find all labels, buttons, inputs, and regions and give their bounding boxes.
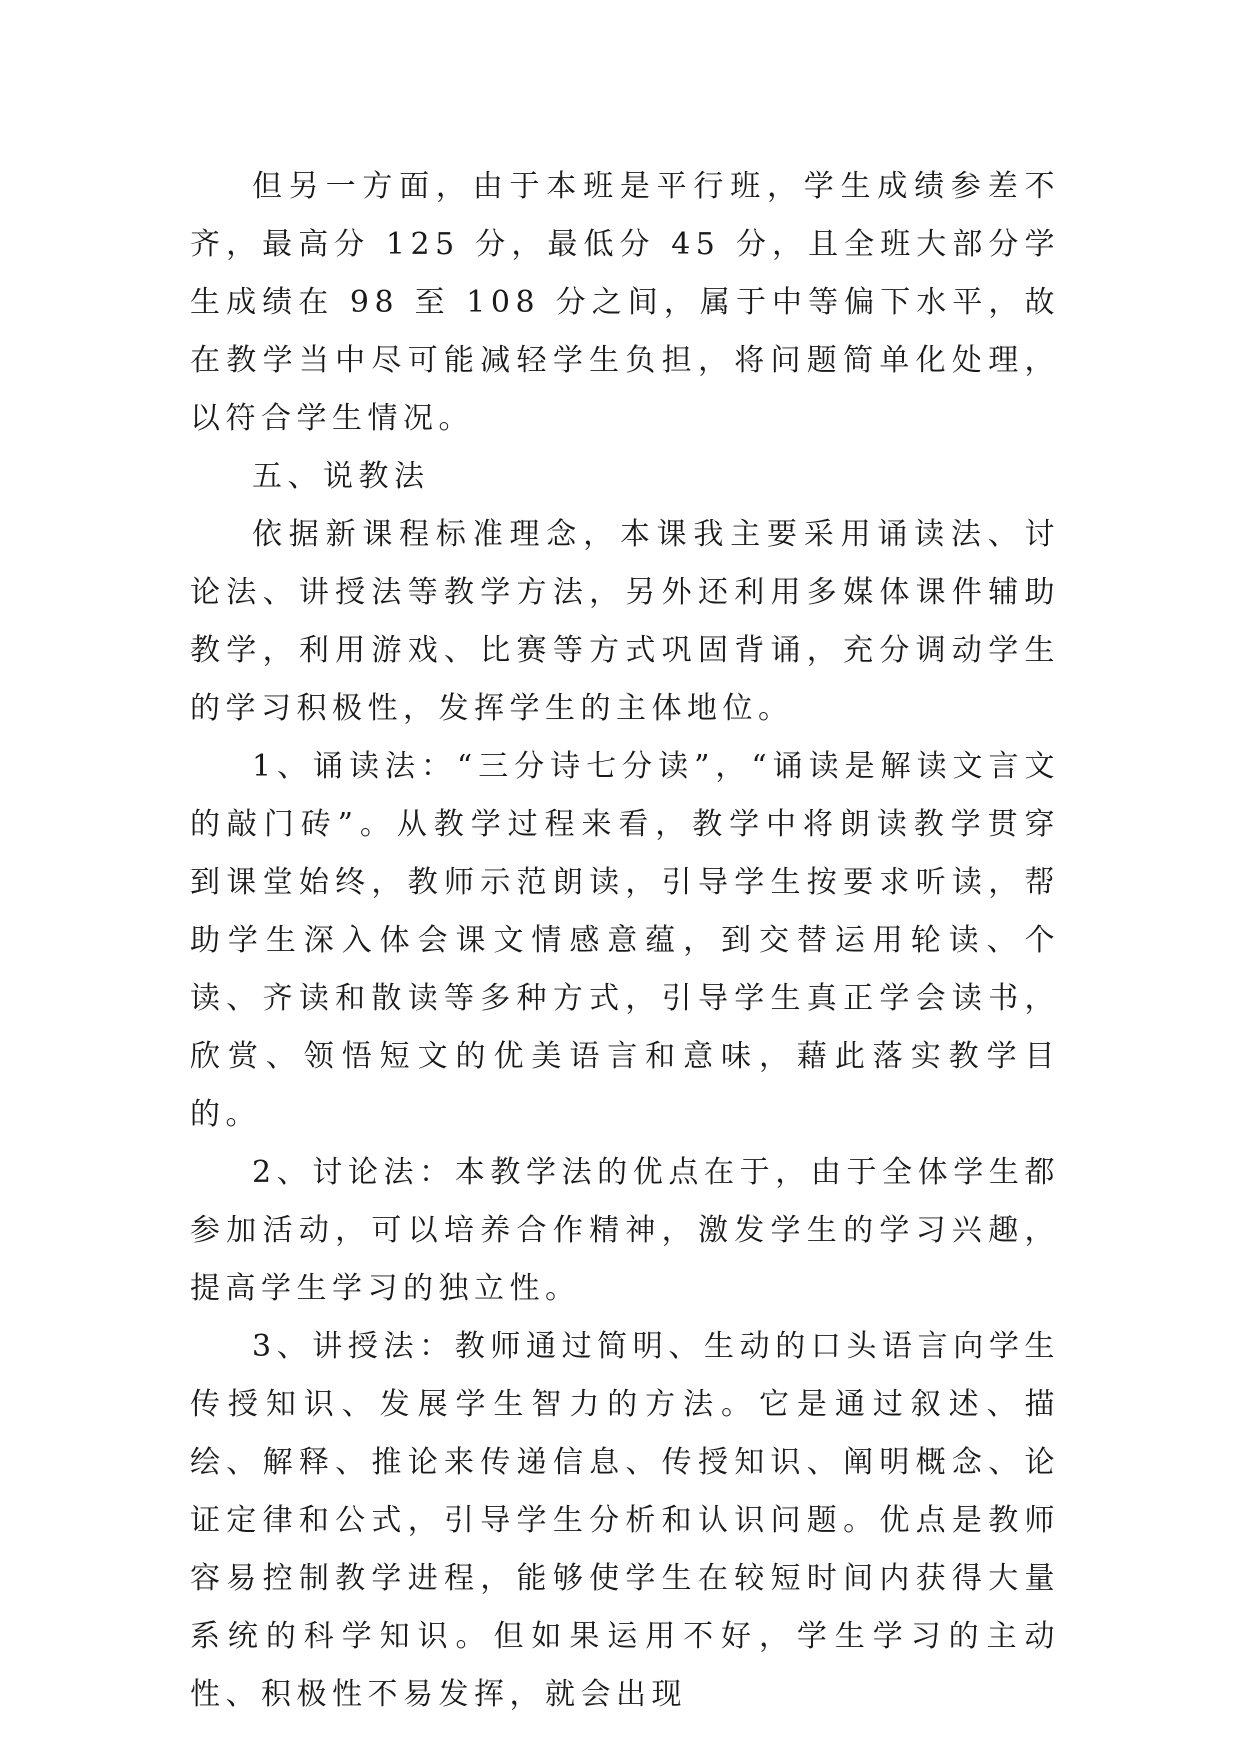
paragraph-recitation-method: 1、诵读法：“三分诗七分读”，“诵读是解读文言文的敲门砖”。从教学过程来看，教学中将朗读教学贯穿到课堂始终，教师示范朗读，引导学生按要求听读，帮助学生深入体会课文情感意蕴，到交替运用轮读、个读、齐读和散读等多种方式，引导学生真正学会读书，欣赏、领悟短文的优美语言和意味，藉此落实教学目的。 [190,749,1060,1132]
paragraph-lecture-method: 3、讲授法：教师通过简明、生动的口头语言向学生传授知识、发展学生智力的方法。它是通过叙述、描绘、解释、推论来传递信息、传授知识、阐明概念、论证定律和公式，引导学生分析和认识问题。优点是教师容易控制教学进程，能够使学生在较短时间内获得大量系统的科学知识。但如果运用不好，学生学习的主动性、积极性不易发挥，就会出现 [190,1329,1060,1712]
document-page [190,158,1060,1724]
paragraph-class-situation: 但另一方面，由于本班是平行班，学生成绩参差不齐，最高分 125 分，最低分 45 分，且全班大部分学生成绩在 98 至 108 分之间，属于中等偏下水平，故在教学当中尽可能减轻学生负担，将问题简单化处理，以符合学生情况。 [190,169,1060,436]
paragraph-discussion-method: 2、讨论法：本教学法的优点在于，由于全体学生都参加活动，可以培养合作精神，激发学生的学习兴趣，提高学生学习的独立性。 [190,1155,1060,1306]
paragraph-methods-overview: 依据新课程标准理念，本课我主要采用诵读法、讨论法、讲授法等教学方法，另外还利用多媒体课件辅助教学，利用游戏、比赛等方式巩固背诵，充分调动学生的学习积极性，发挥学生的主体地位。 [190,517,1060,726]
section-heading-teaching-methods: 五、说教法 [252,459,430,494]
